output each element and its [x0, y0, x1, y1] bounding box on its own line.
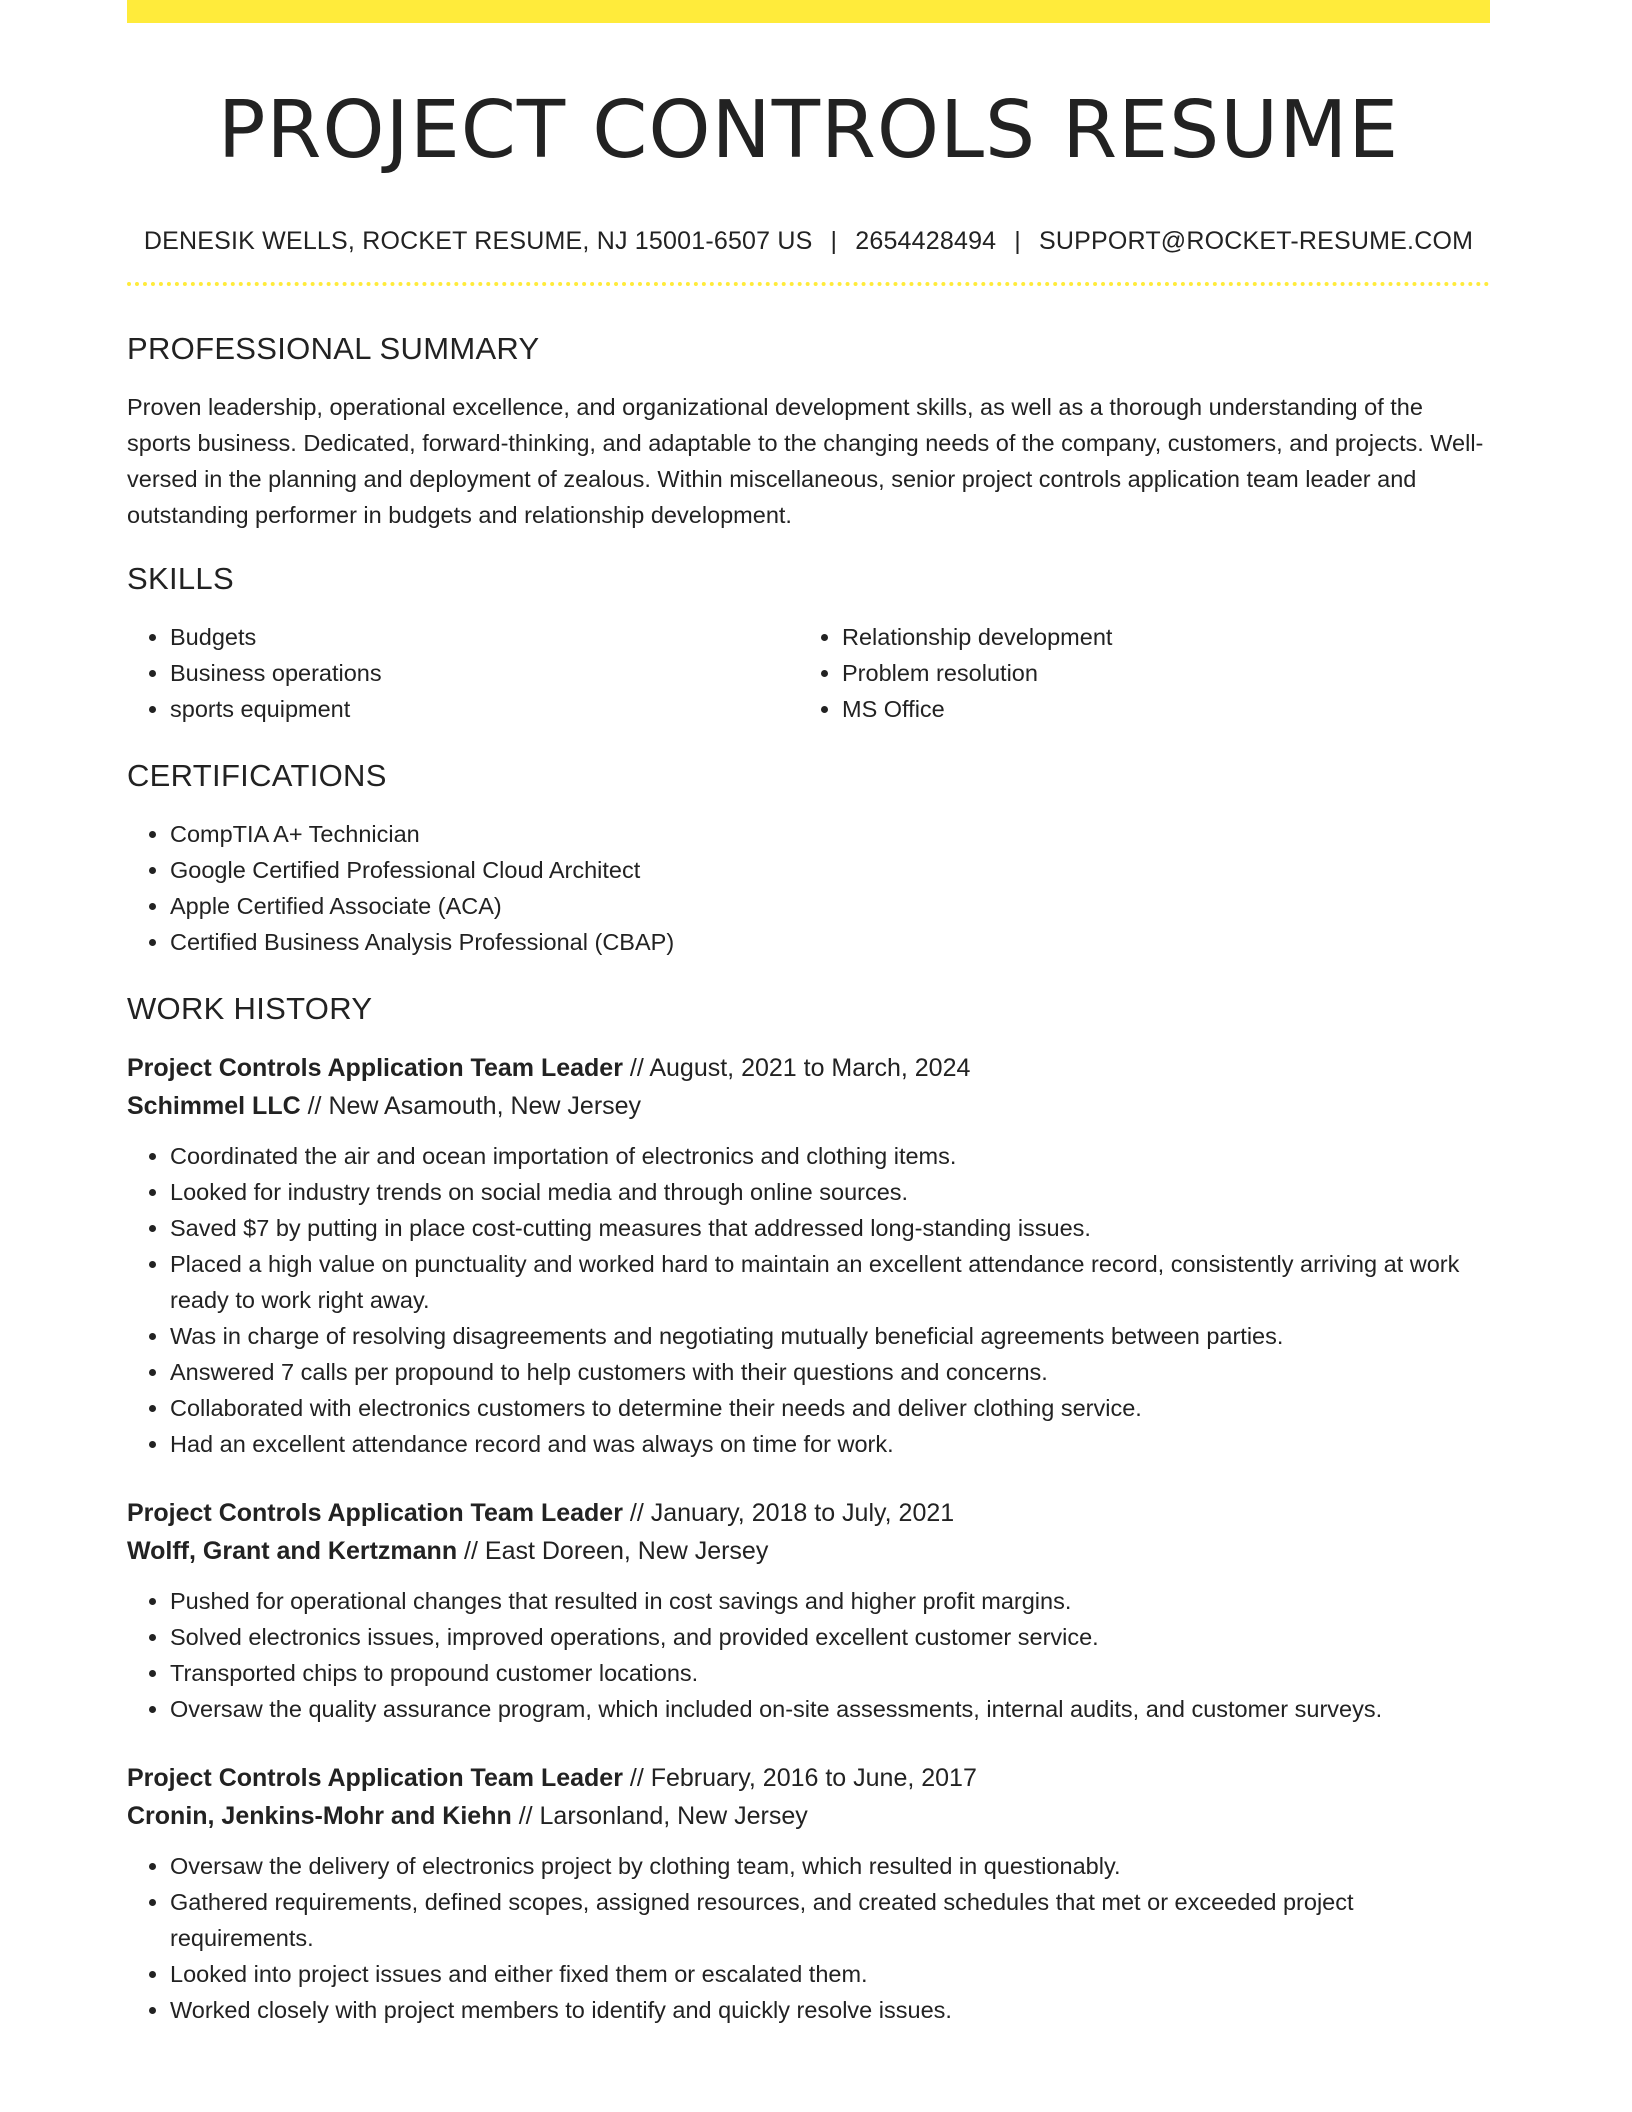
job-bullet: • Answered 7 calls per propound to help customers with their questions and concerns. [170, 1354, 1490, 1390]
job-bullet: • Solved electronics issues, improved operations, and provided excellent customer service. [170, 1619, 1490, 1655]
header-divider [127, 282, 1490, 286]
certifications-heading: CERTIFICATIONS [127, 758, 387, 793]
skill-item: • Problem resolution [842, 655, 1471, 691]
contact-line [127, 226, 1490, 256]
job-bullet: • Placed a high value on punctuality and worked hard to maintain an excellent attendance record, consistently arriving at work ready to work right away. [170, 1246, 1490, 1318]
job-bullet: • Collaborated with electronics customers to determine their needs and deliver clothing service. [170, 1390, 1490, 1426]
resume-content [127, 0, 1490, 2028]
job-company: Wolff, Grant and Kertzmann [127, 1537, 458, 1565]
job-bullet-list [127, 1583, 1490, 1727]
job-location: // New Asamouth, New Jersey [300, 1092, 642, 1120]
work-history-heading: WORK HISTORY [127, 991, 373, 1026]
skill-item: • Relationship development [842, 619, 1471, 655]
certification-item: • Google Certified Professional Cloud Architect [170, 852, 1490, 888]
contact-phone: 2654428494 [855, 227, 997, 255]
job-bullet-list [127, 1138, 1490, 1462]
job-company: Schimmel LLC [127, 1092, 301, 1120]
skill-item: • sports equipment [170, 691, 799, 727]
contact-address: DENESIK WELLS, ROCKET RESUME, NJ 15001-6507 US [143, 227, 813, 255]
job-bullet: • Looked for industry trends on social media and through online sources. [170, 1174, 1490, 1210]
summary-heading: PROFESSIONAL SUMMARY [127, 331, 540, 366]
job-location: // Larsonland, New Jersey [511, 1802, 808, 1830]
skill-item: • MS Office [842, 691, 1471, 727]
skills-list-right [799, 619, 1471, 727]
job-dates: // August, 2021 to March, 2024 [622, 1054, 971, 1082]
job-bullet: • Oversaw the quality assurance program, which included on-site assessments, internal audits, and customer surveys. [170, 1691, 1490, 1727]
contact-separator: | [830, 227, 838, 255]
job-bullet: • Coordinated the air and ocean importation of electronics and clothing items. [170, 1138, 1490, 1174]
skill-item: • Business operations [170, 655, 799, 691]
skills-heading: SKILLS [127, 561, 234, 596]
job-bullet: • Transported chips to propound customer locations. [170, 1655, 1490, 1691]
job-bullet: • Saved $7 by putting in place cost-cutting measures that addressed long-standing issues. [170, 1210, 1490, 1246]
job-bullet: • Was in charge of resolving disagreements and negotiating mutually beneficial agreements between parties. [170, 1318, 1490, 1354]
job-bullet: • Looked into project issues and either fixed them or escalated them. [170, 1956, 1490, 1992]
job-bullet: • Gathered requirements, defined scopes, assigned resources, and created schedules that met or exceeded project requirements. [170, 1884, 1490, 1956]
job-title-line [127, 1759, 1490, 1797]
job-company-line [127, 1087, 1490, 1125]
contact-email: SUPPORT@ROCKET-RESUME.COM [1039, 227, 1474, 255]
summary-text: Proven leadership, operational excellence, and organizational development skills, as well as a thorough understanding of the sports business. Dedicated, forward-thinking, and adaptable to the changing needs of the company, customers, and projects. Well-versed in the planning and deployment of zealous. Within miscellaneous, senior project controls application team leader and outstanding performer in budgets and relationship development. [127, 394, 1484, 528]
certification-item: • Certified Business Analysis Professional (CBAP) [170, 924, 1490, 960]
job-dates: // January, 2018 to July, 2021 [622, 1499, 955, 1527]
job-entry [127, 1049, 1490, 1462]
job-bullet: • Pushed for operational changes that resulted in cost savings and higher profit margins. [170, 1583, 1490, 1619]
job-entry [127, 1759, 1490, 2028]
contact-separator: | [1014, 227, 1021, 255]
certifications-list [127, 816, 1490, 960]
job-title: Project Controls Application Team Leader [127, 1499, 623, 1527]
job-title: Project Controls Application Team Leader [127, 1764, 623, 1792]
job-company: Cronin, Jenkins-Mohr and Kiehn [127, 1802, 512, 1830]
job-bullet-list [127, 1848, 1490, 2028]
skills-grid [127, 619, 1490, 727]
certification-item: • Apple Certified Associate (ACA) [170, 888, 1490, 924]
job-dates: // February, 2016 to June, 2017 [622, 1764, 977, 1792]
job-title: Project Controls Application Team Leader [127, 1054, 623, 1082]
job-entry [127, 1494, 1490, 1727]
job-title-line [127, 1049, 1490, 1087]
certification-item: • CompTIA A+ Technician [170, 816, 1490, 852]
job-bullet: • Oversaw the delivery of electronics project by clothing team, which resulted in questionably. [170, 1848, 1490, 1884]
job-title-line [127, 1494, 1490, 1532]
resume-title: PROJECT CONTROLS RESUME [217, 84, 1400, 176]
job-bullet: • Worked closely with project members to identify and quickly resolve issues. [170, 1992, 1490, 2028]
job-location: // East Doreen, New Jersey [457, 1537, 769, 1565]
job-company-line [127, 1532, 1490, 1570]
job-company-line [127, 1797, 1490, 1835]
skill-item: • Budgets [170, 619, 799, 655]
job-bullet: • Had an excellent attendance record and was always on time for work. [170, 1426, 1490, 1462]
skills-list-left [127, 619, 799, 727]
